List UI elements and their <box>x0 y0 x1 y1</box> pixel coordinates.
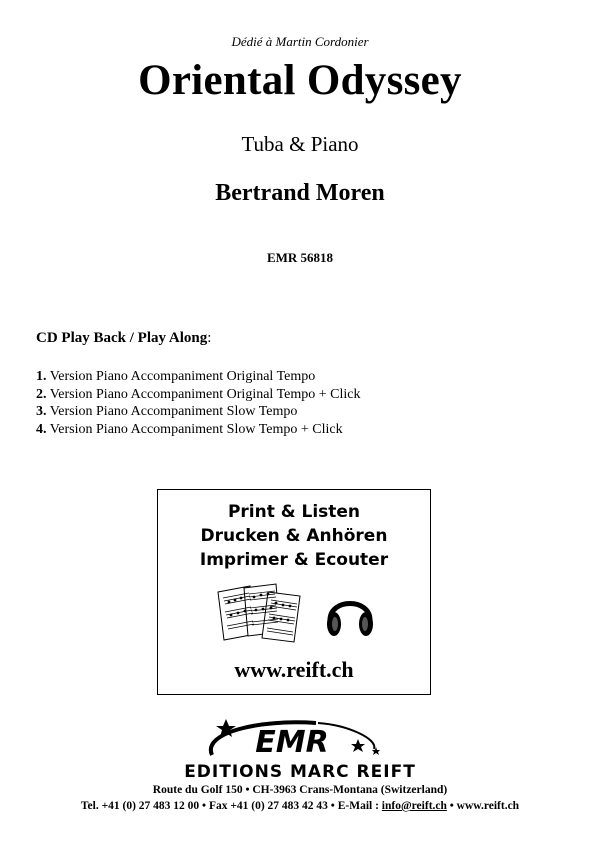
publisher-name: EDITIONS MARC REIFT <box>184 762 416 782</box>
track-item <box>36 368 360 386</box>
track-number: 4. <box>36 421 47 437</box>
catalog-number: EMR 56818 <box>266 250 334 265</box>
contact-prefix: Tel. +41 (0) 27 483 12 00 • Fax +41 (0) 27 483 42 43 • E-Mail : <box>80 800 382 812</box>
cd-heading-suffix: : <box>207 330 212 346</box>
publisher-address: Route du Golf 150 • CH-3963 Crans-Montana (Switzerland) <box>152 784 448 796</box>
print-listen-line-fr: Imprimer & Ecouter <box>199 550 389 570</box>
email-link[interactable]: info@reift.ch <box>381 800 447 812</box>
sheet-music-icon <box>216 582 306 644</box>
print-listen-line-de: Drucken & Anhören <box>200 526 388 546</box>
instrumentation: Tuba & Piano <box>241 132 359 156</box>
track-text: Version Piano Accompaniment Slow Tempo <box>49 404 298 419</box>
track-item <box>36 421 360 439</box>
dedication: Dédié à Martin Cordonier <box>231 34 369 49</box>
headphones-icon <box>322 586 378 642</box>
page-title: Oriental Odyssey <box>138 57 462 104</box>
track-number: 3. <box>36 404 47 419</box>
track-number: 1. <box>36 369 47 384</box>
contact-suffix: • www.reift.ch <box>446 800 520 812</box>
emr-logo-text: EMR <box>255 725 329 760</box>
track-text: Version Piano Accompaniment Slow Tempo + Click <box>49 421 343 437</box>
cd-heading <box>36 330 211 347</box>
track-item <box>36 403 360 421</box>
cd-heading-label: CD Play Back / Play Along <box>36 330 208 346</box>
publisher-contact <box>0 800 600 812</box>
website-link[interactable]: www.reift.ch <box>234 657 354 682</box>
track-list <box>36 368 360 438</box>
track-text: Version Piano Accompaniment Original Tempo + Click <box>49 386 361 402</box>
track-text: Version Piano Accompaniment Original Tempo <box>49 369 316 384</box>
track-number: 2. <box>36 386 47 402</box>
print-listen-box <box>157 489 431 695</box>
print-listen-line-en: Print & Listen <box>227 502 361 522</box>
composer-name: Bertrand Moren <box>215 180 385 206</box>
emr-logo <box>198 715 388 761</box>
track-item <box>36 386 360 404</box>
